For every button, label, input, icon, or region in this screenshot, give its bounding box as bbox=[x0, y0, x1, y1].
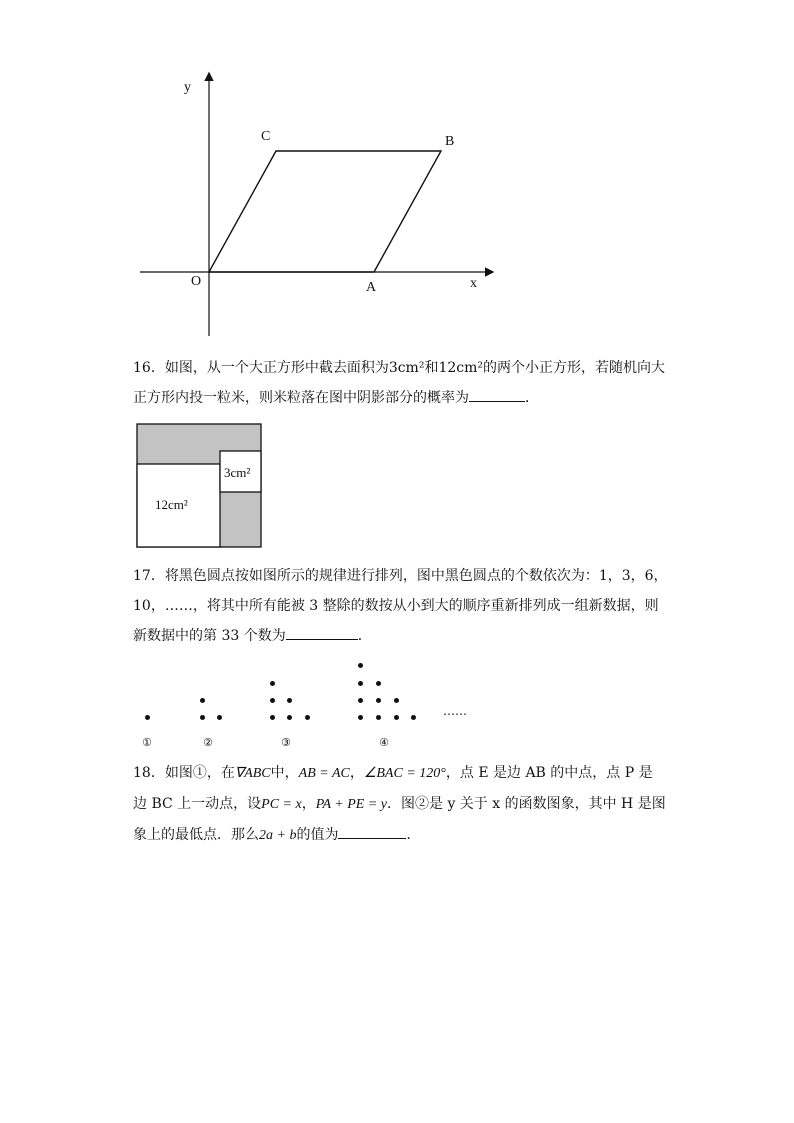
question-18 bbox=[133, 758, 673, 851]
parallelogram-figure bbox=[130, 60, 510, 350]
dot bbox=[376, 715, 381, 720]
dot bbox=[358, 698, 363, 703]
q17-line2: 10，……，将其中所有能被 3 整除的数按从小到大的顺序重新排列成一组新数据，则 bbox=[133, 598, 659, 614]
q18-line3-a: 象上的最低点．那么 bbox=[133, 827, 259, 843]
q16-end: ． bbox=[525, 390, 539, 406]
dot bbox=[200, 698, 205, 703]
q18-triangle: ∇ABC bbox=[234, 766, 271, 781]
caption-4: ④ bbox=[379, 736, 389, 749]
dot bbox=[358, 715, 363, 720]
dot bbox=[358, 681, 363, 686]
question-17 bbox=[133, 561, 673, 651]
dot-pattern-ellipsis: …… bbox=[443, 704, 467, 718]
q18-end: ． bbox=[406, 827, 421, 843]
origin-label: O bbox=[191, 274, 202, 289]
point-b-label: B bbox=[445, 134, 455, 149]
dot bbox=[270, 698, 275, 703]
dot bbox=[217, 715, 222, 720]
point-a-label: A bbox=[366, 280, 377, 295]
q18-angle: ∠BAC = 120° bbox=[363, 766, 446, 781]
dot bbox=[411, 715, 416, 720]
dot bbox=[305, 715, 310, 720]
q18-line1-a: 18．如图①，在 bbox=[133, 765, 235, 781]
q18-eq-pc: PC = x bbox=[261, 797, 302, 812]
x-axis-label: x bbox=[470, 276, 477, 291]
q18-eq-ab-ac: AB = AC bbox=[298, 766, 350, 781]
q18-line2-a: 边 BC 上一动点，设 bbox=[133, 796, 262, 812]
dot bbox=[200, 715, 205, 720]
dot bbox=[358, 663, 363, 668]
q18-line1-c: ，点 E 是边 AB 的中点，点 P 是 bbox=[445, 765, 653, 781]
q18-sep1: ， bbox=[349, 765, 364, 781]
caption-3: ③ bbox=[281, 736, 291, 749]
dot bbox=[145, 715, 150, 720]
q17-line3: 新数据中的第 33 个数为 bbox=[133, 628, 286, 644]
q18-line3-b: 的值为 bbox=[296, 827, 339, 843]
squares-figure bbox=[136, 423, 262, 549]
axes-svg bbox=[130, 60, 510, 350]
q18-line1-b: 中， bbox=[270, 765, 299, 781]
q16-line2: 正方形内投一粒米，则米粒落在图中阴影部分的概率为 bbox=[133, 390, 469, 406]
q17-line1: 17．将黑色圆点按如图所示的规律进行排列，图中黑色圆点的个数依次为：1，3，6， bbox=[133, 568, 668, 584]
large-square-label: 12cm² bbox=[155, 497, 188, 512]
dot bbox=[287, 715, 292, 720]
dot bbox=[376, 681, 381, 686]
dot bbox=[270, 681, 275, 686]
dot bbox=[287, 698, 292, 703]
dot bbox=[376, 698, 381, 703]
caption-2: ② bbox=[203, 736, 213, 749]
point-c-label: C bbox=[261, 129, 271, 144]
answer-blank-16[interactable] bbox=[469, 387, 525, 402]
answer-blank-18[interactable] bbox=[338, 824, 406, 839]
y-axis-label: y bbox=[184, 80, 191, 95]
dot bbox=[270, 715, 275, 720]
small-square-label: 3cm² bbox=[224, 465, 251, 480]
q18-eq-2a-b: 2a + b bbox=[259, 828, 297, 843]
question-16 bbox=[133, 353, 673, 413]
q18-eq-pa-pe: PA + PE = y bbox=[315, 797, 387, 812]
answer-blank-17[interactable] bbox=[286, 625, 358, 640]
q17-end: ． bbox=[357, 628, 372, 644]
q18-sep2: ， bbox=[301, 796, 316, 812]
q16-line1: 16．如图，从一个大正方形中截去面积为3cm²和12cm²的两个小正方形，若随机向大 bbox=[133, 360, 665, 376]
dot bbox=[394, 715, 399, 720]
q18-line2-b: ．图②是 y 关于 x 的函数图象，其中 H 是图 bbox=[387, 796, 666, 812]
dot bbox=[394, 698, 399, 703]
parallelogram-oabc bbox=[209, 151, 441, 272]
caption-1: ① bbox=[142, 736, 152, 749]
